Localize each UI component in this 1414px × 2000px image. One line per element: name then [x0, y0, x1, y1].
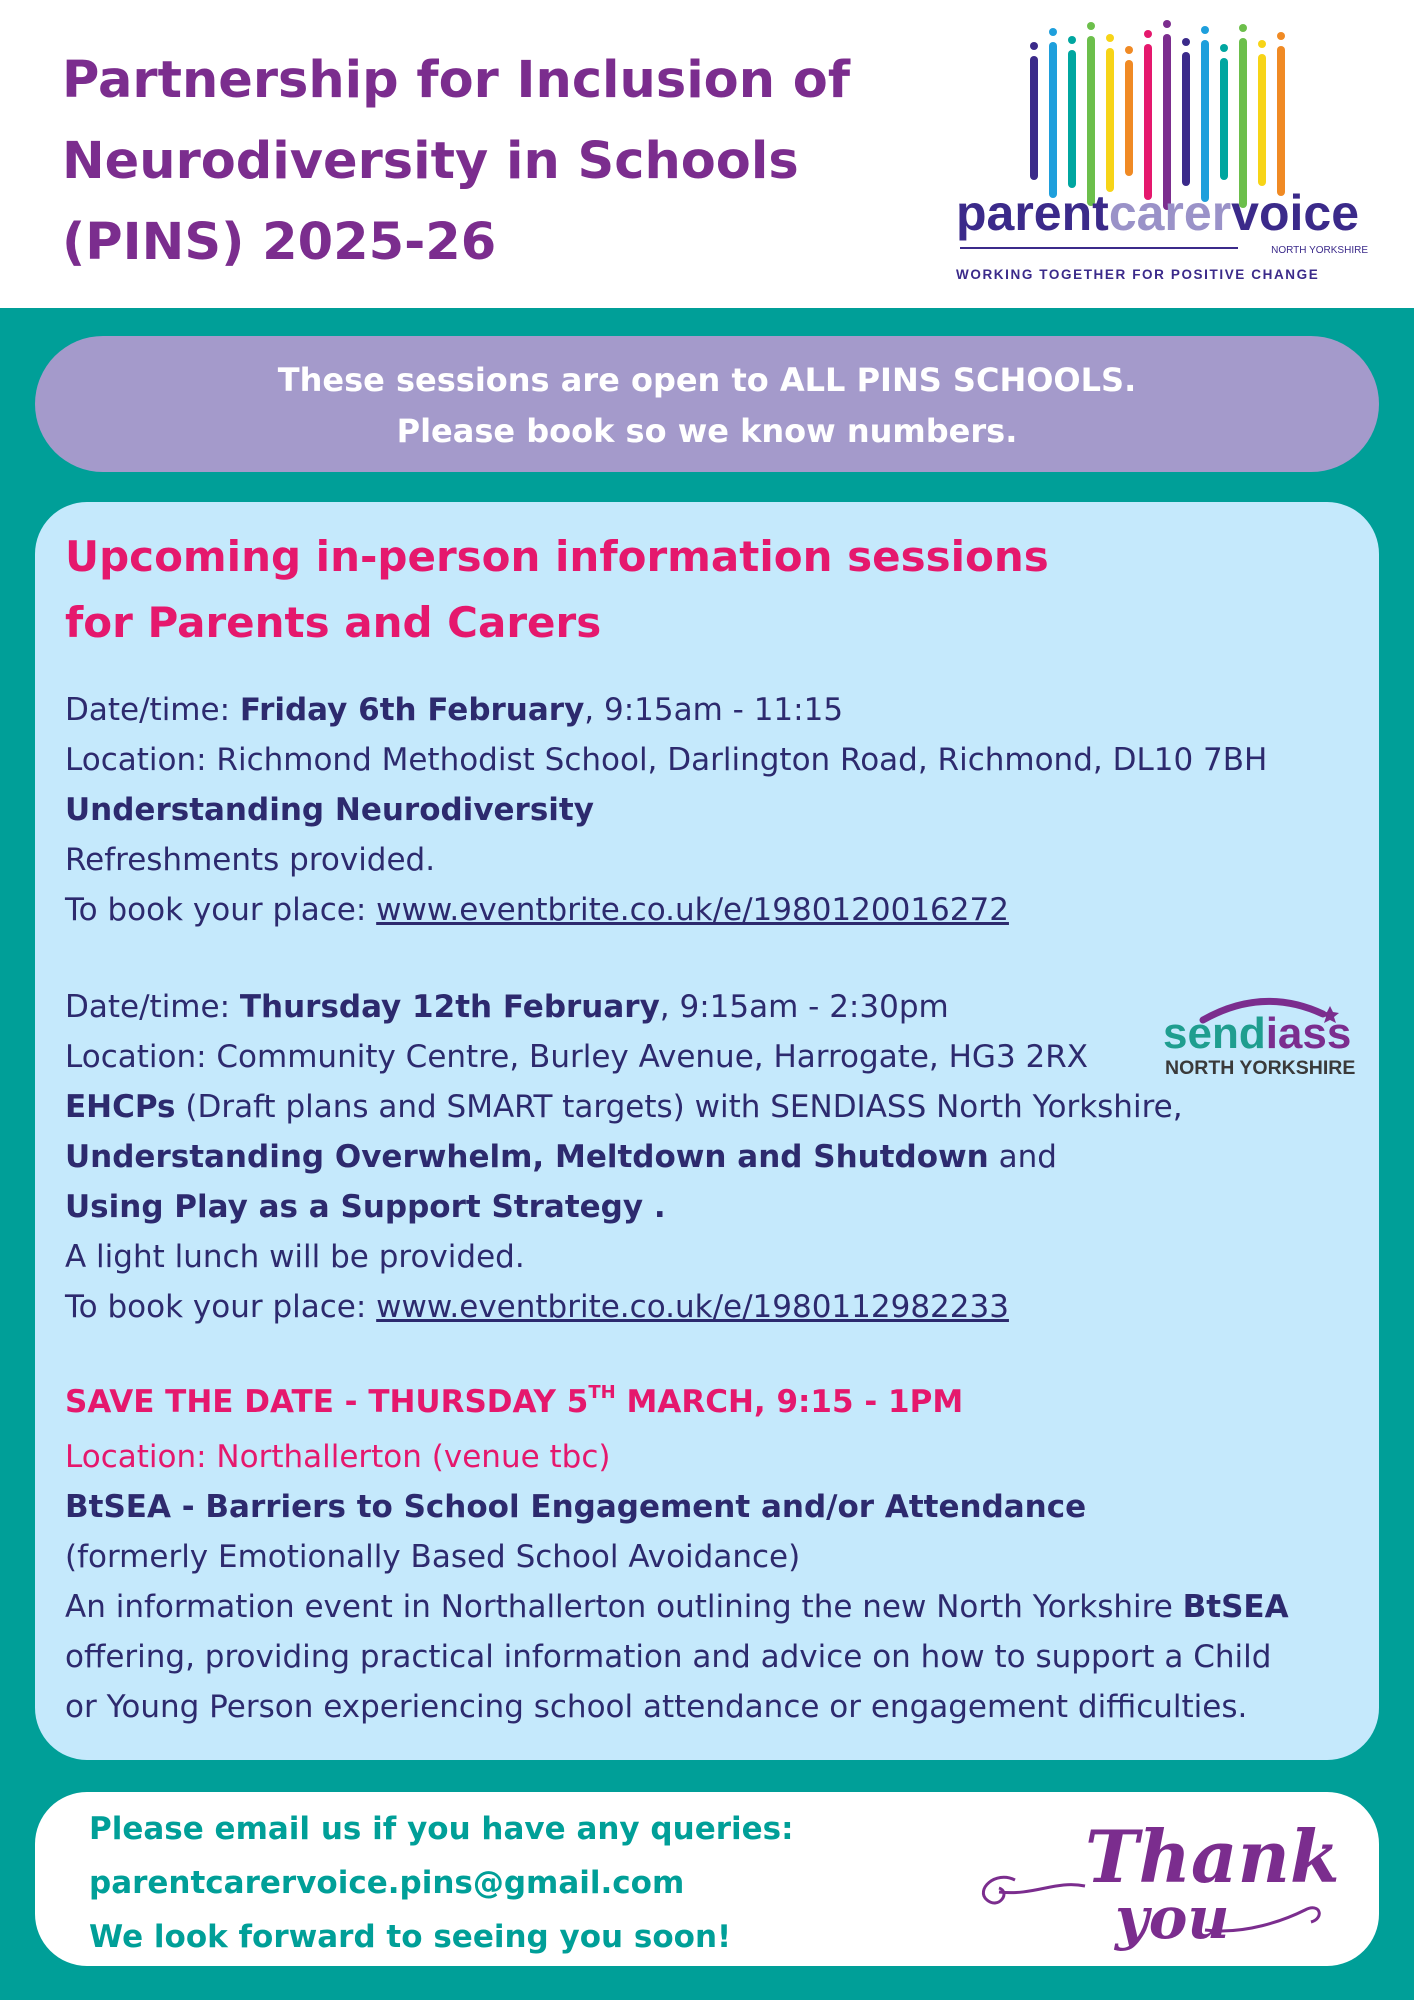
logo-bar-icon: [1068, 50, 1076, 188]
session-1-datetime: [65, 685, 1355, 735]
title-line-3: (PINS) 2025-26: [62, 213, 497, 272]
sendiass-logo: [1163, 990, 1373, 1080]
session-2-book-label: To book your place:: [65, 1289, 377, 1325]
session-1-booking: [65, 885, 1355, 935]
logo-bar-dot-icon: [1106, 34, 1114, 42]
session-2-note: A light lunch will be provided.: [65, 1239, 525, 1275]
logo-bar-icon: [1163, 34, 1171, 210]
sendiass-word-iass: iass: [1265, 1009, 1352, 1058]
session-2-topic-2-title: Understanding Overwhelm, Meltdown and Shutdown: [65, 1139, 989, 1175]
open-sessions-banner: [35, 336, 1379, 472]
logo-bar-icon: [1201, 40, 1209, 202]
logo-bar-icon: [1258, 54, 1266, 186]
contact-footer: [35, 1792, 1379, 1966]
title-line-2: Neurodiversity in Schools: [62, 132, 799, 191]
logo-bar-icon: [1030, 56, 1038, 180]
logo-bar-dot-icon: [1220, 44, 1228, 52]
session-2-location: Location: Community Centre, Burley Avenue, Harrogate, HG3 2RX: [65, 1039, 1089, 1075]
flourish-left-icon: [983, 1877, 1015, 1903]
logo-bar-icon: [1087, 36, 1095, 206]
logo-word-voice: voice: [1231, 185, 1360, 241]
banner-line-1: These sessions are open to ALL PINS SCHOOLS.: [277, 361, 1137, 399]
logo-bar-dot-icon: [1258, 40, 1266, 48]
logo-word-parent: parent: [956, 185, 1109, 241]
session-1-time: , 9:15am - 11:15: [584, 692, 844, 728]
session-3-desc-1-bold: BtSEA: [1182, 1589, 1289, 1625]
logo-bar-icon: [1144, 44, 1152, 200]
session-2-topic-2: [65, 1132, 1355, 1182]
session-3-desc-1-text: An information event in Northallerton outlining the new North Yorkshire: [65, 1589, 1183, 1625]
session-2-booking: [65, 1282, 1355, 1332]
session-1-topic: Understanding Neurodiversity: [65, 792, 594, 828]
logo-bar-dot-icon: [1182, 38, 1190, 46]
logo-bar-dot-icon: [1277, 32, 1285, 40]
session-2-time: , 9:15am - 2:30pm: [659, 989, 949, 1025]
sessions-heading-line-1: Upcoming in-person information sessions: [65, 532, 1049, 581]
session-2-topic-1: [65, 1082, 1355, 1132]
session-3-description-2: offering, providing practical information and advice on how to support a Child: [65, 1639, 1272, 1675]
logo-bar-icon: [1125, 60, 1133, 176]
session-1-booking-link[interactable]: www.eventbrite.co.uk/e/1980120016272: [376, 892, 1009, 928]
thank-you-graphic: [975, 1800, 1355, 1960]
logo-word-carer: carer: [1108, 185, 1232, 241]
you-word: you: [1115, 1884, 1230, 1952]
logo-bar-dot-icon: [1239, 24, 1247, 32]
session-3-location: Location: Northallerton (venue tbc): [65, 1439, 611, 1475]
title-line-1: Partnership for Inclusion of: [62, 51, 851, 110]
footer-query-line: Please email us if you have any queries:: [89, 1811, 794, 1847]
session-1-book-label: To book your place:: [65, 892, 377, 928]
session-3: [65, 1377, 1355, 1732]
logo-bar-icon: [1239, 38, 1247, 208]
flourish-left-line-icon: [999, 1885, 1085, 1893]
logo-bar-icon: [1277, 46, 1285, 196]
session-2: [65, 982, 1355, 1332]
logo-bar-dot-icon: [1030, 42, 1038, 50]
logo-bar-dot-icon: [1163, 20, 1171, 28]
session-2-datetime: [65, 982, 1355, 1032]
session-1-datetime-label: Date/time:: [65, 692, 240, 728]
session-2-datetime-label: Date/time:: [65, 989, 240, 1025]
parent-carer-voice-logo: [950, 20, 1380, 290]
session-3-save-text-a: SAVE THE DATE - THURSDAY 5: [65, 1384, 589, 1420]
page-title: [62, 40, 862, 283]
logo-bar-icon: [1220, 58, 1228, 180]
logo-bars-icon: [1030, 20, 1285, 210]
session-3-topic: BtSEA - Barriers to School Engagement and/or Attendance: [65, 1489, 1087, 1525]
session-1-date: Friday 6th February: [239, 692, 585, 728]
logo-bar-dot-icon: [1049, 28, 1057, 36]
session-3-save-text-b: MARCH, 9:15 - 1PM: [615, 1384, 964, 1420]
logo-wordmark: [956, 185, 1359, 241]
session-3-save-the-date: [65, 1377, 1355, 1432]
session-2-booking-link[interactable]: www.eventbrite.co.uk/e/1980112982233: [376, 1289, 1009, 1325]
logo-tagline: WORKING TOGETHER FOR POSITIVE CHANGE: [956, 267, 1320, 282]
sessions-card: [35, 502, 1379, 1760]
logo-bar-dot-icon: [1201, 26, 1209, 34]
sendiass-region: NORTH YORKSHIRE: [1165, 1057, 1356, 1079]
sendiass-word-send: send: [1163, 1009, 1266, 1058]
banner-line-2: Please book so we know numbers.: [396, 412, 1018, 450]
sendiass-wordmark: [1163, 1009, 1351, 1058]
session-3-description-3: or Young Person experiencing school attendance or engagement difficulties.: [65, 1689, 1248, 1725]
sessions-heading: [65, 524, 1049, 656]
logo-bar-icon: [1049, 42, 1057, 198]
session-2-date: Thursday 12th February: [239, 989, 660, 1025]
footer-text: [89, 1802, 794, 1964]
session-3-formerly: (formerly Emotionally Based School Avoidance): [65, 1539, 801, 1575]
session-3-save-sup: TH: [588, 1382, 616, 1403]
session-2-topic-3: Using Play as a Support Strategy .: [65, 1189, 666, 1225]
session-1: [65, 685, 1355, 935]
session-3-description-1: [65, 1582, 1355, 1632]
logo-bar-dot-icon: [1144, 30, 1152, 38]
contact-email-link[interactable]: parentcarervoice.pins@gmail.com: [89, 1865, 685, 1901]
logo-bar-icon: [1182, 52, 1190, 186]
session-2-topic-2-detail: and: [988, 1139, 1057, 1175]
footer-closing-line: We look forward to seeing you soon!: [89, 1919, 732, 1955]
logo-bar-dot-icon: [1068, 36, 1076, 44]
header: [0, 0, 1414, 308]
sessions-heading-line-2: for Parents and Carers: [65, 598, 602, 647]
logo-bar-icon: [1106, 48, 1114, 192]
logo-bar-dot-icon: [1087, 22, 1095, 30]
session-1-location: Location: Richmond Methodist School, Darlington Road, Richmond, DL10 7BH: [65, 742, 1268, 778]
session-2-topic-1-title: EHCPs: [65, 1089, 176, 1125]
thank-word: Thank: [1085, 1814, 1340, 1899]
logo-region: NORTH YORKSHIRE: [1271, 245, 1368, 256]
session-2-topic-1-detail: (Draft plans and SMART targets) with SENDIASS North Yorkshire,: [175, 1089, 1183, 1125]
logo-bar-dot-icon: [1125, 46, 1133, 54]
session-1-note: Refreshments provided.: [65, 842, 436, 878]
